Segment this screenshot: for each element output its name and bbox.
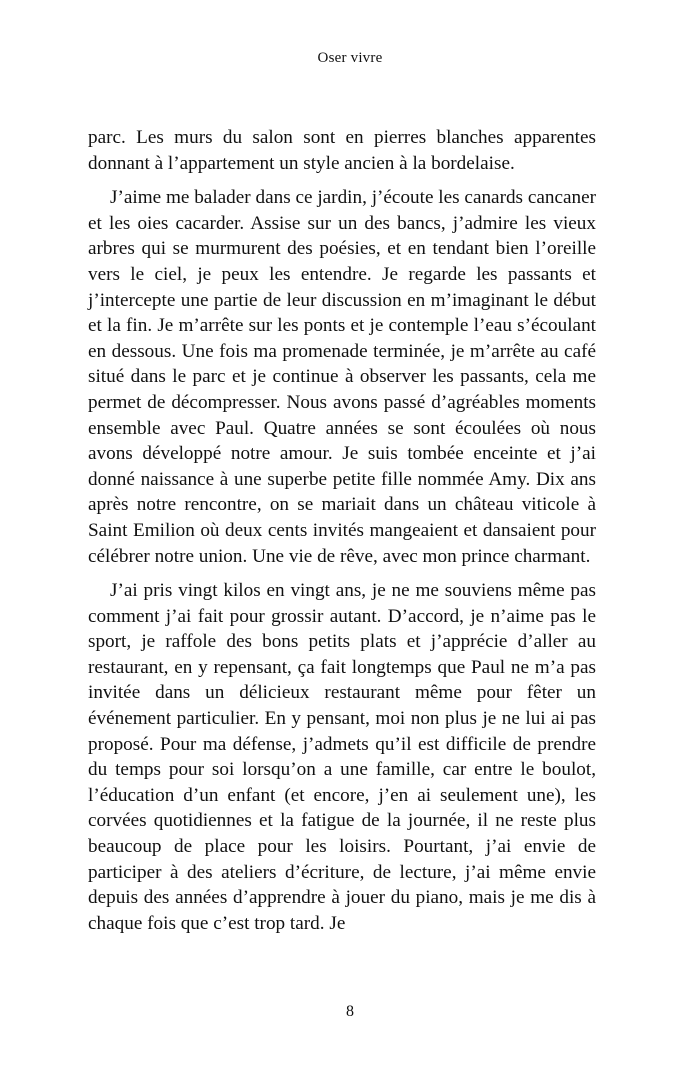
body-text bbox=[88, 125, 596, 936]
paragraph-continuation: parc. Les murs du salon sont en pierres blanches apparentes donnant à l’appartement un style ancien à la bordelaise. bbox=[88, 127, 596, 174]
paragraph-garden: J’aime me balader dans ce jardin, j’écoute les canards cancaner et les oies cacarder. Assise sur un des bancs, j’admire les vieux arbres qui se murmurent des poésies, et en tendant bien l’oreille vers le ciel, je peux les entendre. Je regarde les passants et j’intercepte une partie de leur discussion en m’imaginant le début et la fin. Je m’arrête sur les ponts et je contemple l’eau s’écoulant en dessous. Une fois ma promenade terminée, je m’arrête au café situé dans le parc et je continue à observer les passants, cela me permet de décompresser. Nous avons passé d’agréables moments ensemble avec Paul. Quatre années se sont écoulées où nous avons développé notre amour. Je suis tombée enceinte et j’ai donné naissance à une superbe petite fille nommée Amy. Dix ans après notre rencontre, on se mariait dans un château viticole à Saint Emilion où deux cents invités mangeaient et dansaient pour célébrer notre union. Une vie de rêve, avec mon prince charmant. bbox=[88, 187, 596, 567]
running-header-title: Oser vivre bbox=[317, 50, 383, 66]
page-number: 8 bbox=[346, 1003, 354, 1020]
paragraph-weight: J’ai pris vingt kilos en vingt ans, je ne me souviens même pas comment j’ai fait pour grossir autant. D’accord, je n’aime pas le sport, je raffole des bons petits plats et j’apprécie d’aller au restaurant, en y repensant, ça fait longtemps que Paul ne m’a pas invitée dans un délicieux restaurant même pour fêter un événement particulier. En y pensant, moi non plus je ne lui ai pas proposé. Pour ma défense, j’admets qu’il est difficile de prendre du temps pour soi lorsqu’on a une famille, car entre le boulot, l’éducation d’un enfant (et encore, j’en ai seulement une), les corvées quotidiennes et la fatigue de la journée, il ne reste plus beaucoup de place pour les loisirs. Pourtant, j’ai envie de participer à des ateliers d’écriture, de lecture, j’ai même envie depuis des années d’apprendre à jouer du piano, mais je me dis à chaque fois que c’est trop tard. Je bbox=[88, 580, 596, 934]
